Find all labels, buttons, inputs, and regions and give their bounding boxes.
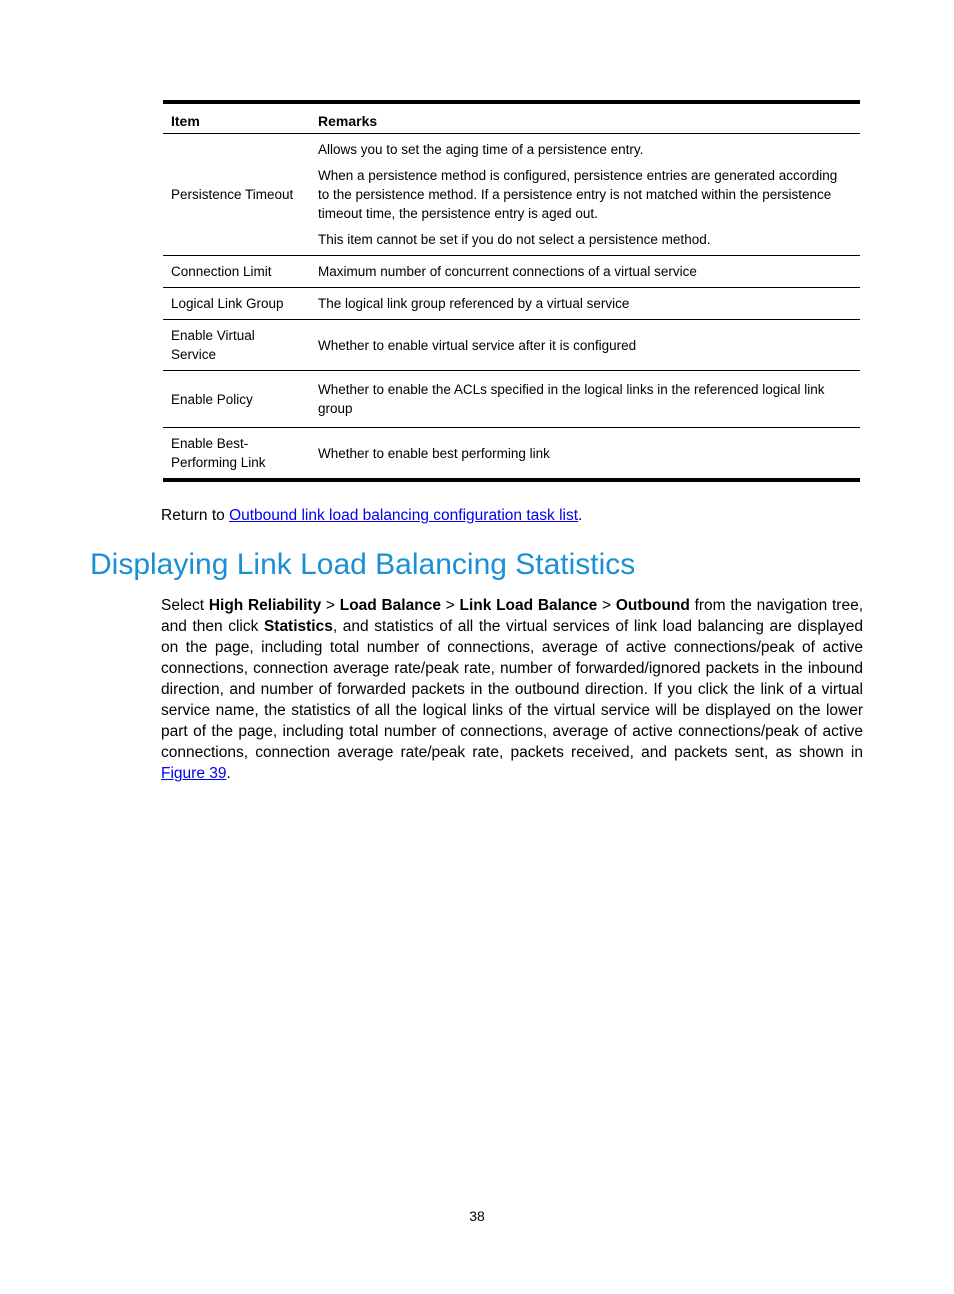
return-suffix: .: [578, 507, 583, 524]
para-text: >: [440, 597, 460, 614]
table-cell-remarks: [310, 134, 860, 256]
nav-path-link-load-balance: Link Load Balance: [459, 597, 598, 614]
column-header-item: Item: [163, 102, 310, 134]
table-cell-item: Logical Link Group: [163, 288, 310, 320]
table-cell-item: Enable Best-Performing Link: [163, 428, 310, 481]
remark-text: This item cannot be set if you do not select a persistence method.: [318, 232, 711, 247]
table-row: [163, 288, 860, 320]
table-cell-item: Connection Limit: [163, 256, 310, 288]
table-row: [163, 371, 860, 428]
task-list-link[interactable]: Outbound link load balancing configuration task list: [229, 507, 579, 524]
statistics-term: Statistics: [263, 618, 333, 635]
para-text: , and statistics of all the virtual services of link load balancing are displayed on the page, including total number of connections, average of active connections/peak of active connections, connection average rate/peak rate, number of forwarded/ignored packets in the inbound direction, and number of forwarded packets in the outbound direction. If you click the link of a virtual service name, the statistics of all the logical links of the virtual service will be displayed on the lower part of the page, including total number of connections, average of active connections/peak of active connections, connection average rate/peak rate, packets received, and packets sent, as shown in: [161, 618, 863, 761]
para-text: >: [321, 597, 340, 614]
table-row: [163, 320, 860, 371]
table-cell-item: Enable Virtual Service: [163, 320, 310, 371]
remark-text: Allows you to set the aging time of a persistence entry.: [318, 142, 644, 157]
return-prefix: Return to: [161, 507, 230, 524]
column-header-remarks: Remarks: [310, 102, 860, 134]
table-cell-remarks: Whether to enable best performing link: [310, 428, 860, 481]
table-cell-remarks: Whether to enable the ACLs specified in the logical links in the referenced logical link group: [310, 371, 860, 428]
body-paragraph: [161, 595, 863, 784]
table-row: [163, 134, 860, 256]
parameter-table: [163, 100, 860, 482]
table-cell-item: Enable Policy: [163, 371, 310, 428]
table-header-row: [163, 102, 860, 134]
section-heading: Displaying Link Load Balancing Statistics: [90, 548, 636, 581]
page-number: 38: [469, 1208, 485, 1224]
nav-path-outbound: Outbound: [615, 597, 690, 614]
nav-path-load-balance: Load Balance: [339, 597, 441, 614]
table-cell-remarks: The logical link group referenced by a virtual service: [310, 288, 860, 320]
para-text: >: [597, 597, 616, 614]
table-row: [163, 428, 860, 481]
table-cell-item: Persistence Timeout: [171, 187, 294, 202]
para-text: from the navigation tree, and then click: [161, 597, 864, 635]
nav-path-high-reliability: High Reliability: [208, 597, 322, 614]
para-text: Select: [161, 597, 209, 614]
table-cell-remarks: Whether to enable virtual service after it is configured: [310, 320, 860, 371]
figure-39-link[interactable]: Figure 39: [161, 765, 227, 782]
para-text: .: [226, 765, 231, 782]
table-row: [163, 256, 860, 288]
remark-text: When a persistence method is configured, persistence entries are generated according to the persistence method. If a persistence entry is not matched within the persistence timeout time, the persistence entry is aged out.: [318, 168, 838, 221]
return-line: [161, 506, 582, 526]
table-cell-remarks: Maximum number of concurrent connections of a virtual service: [310, 256, 860, 288]
